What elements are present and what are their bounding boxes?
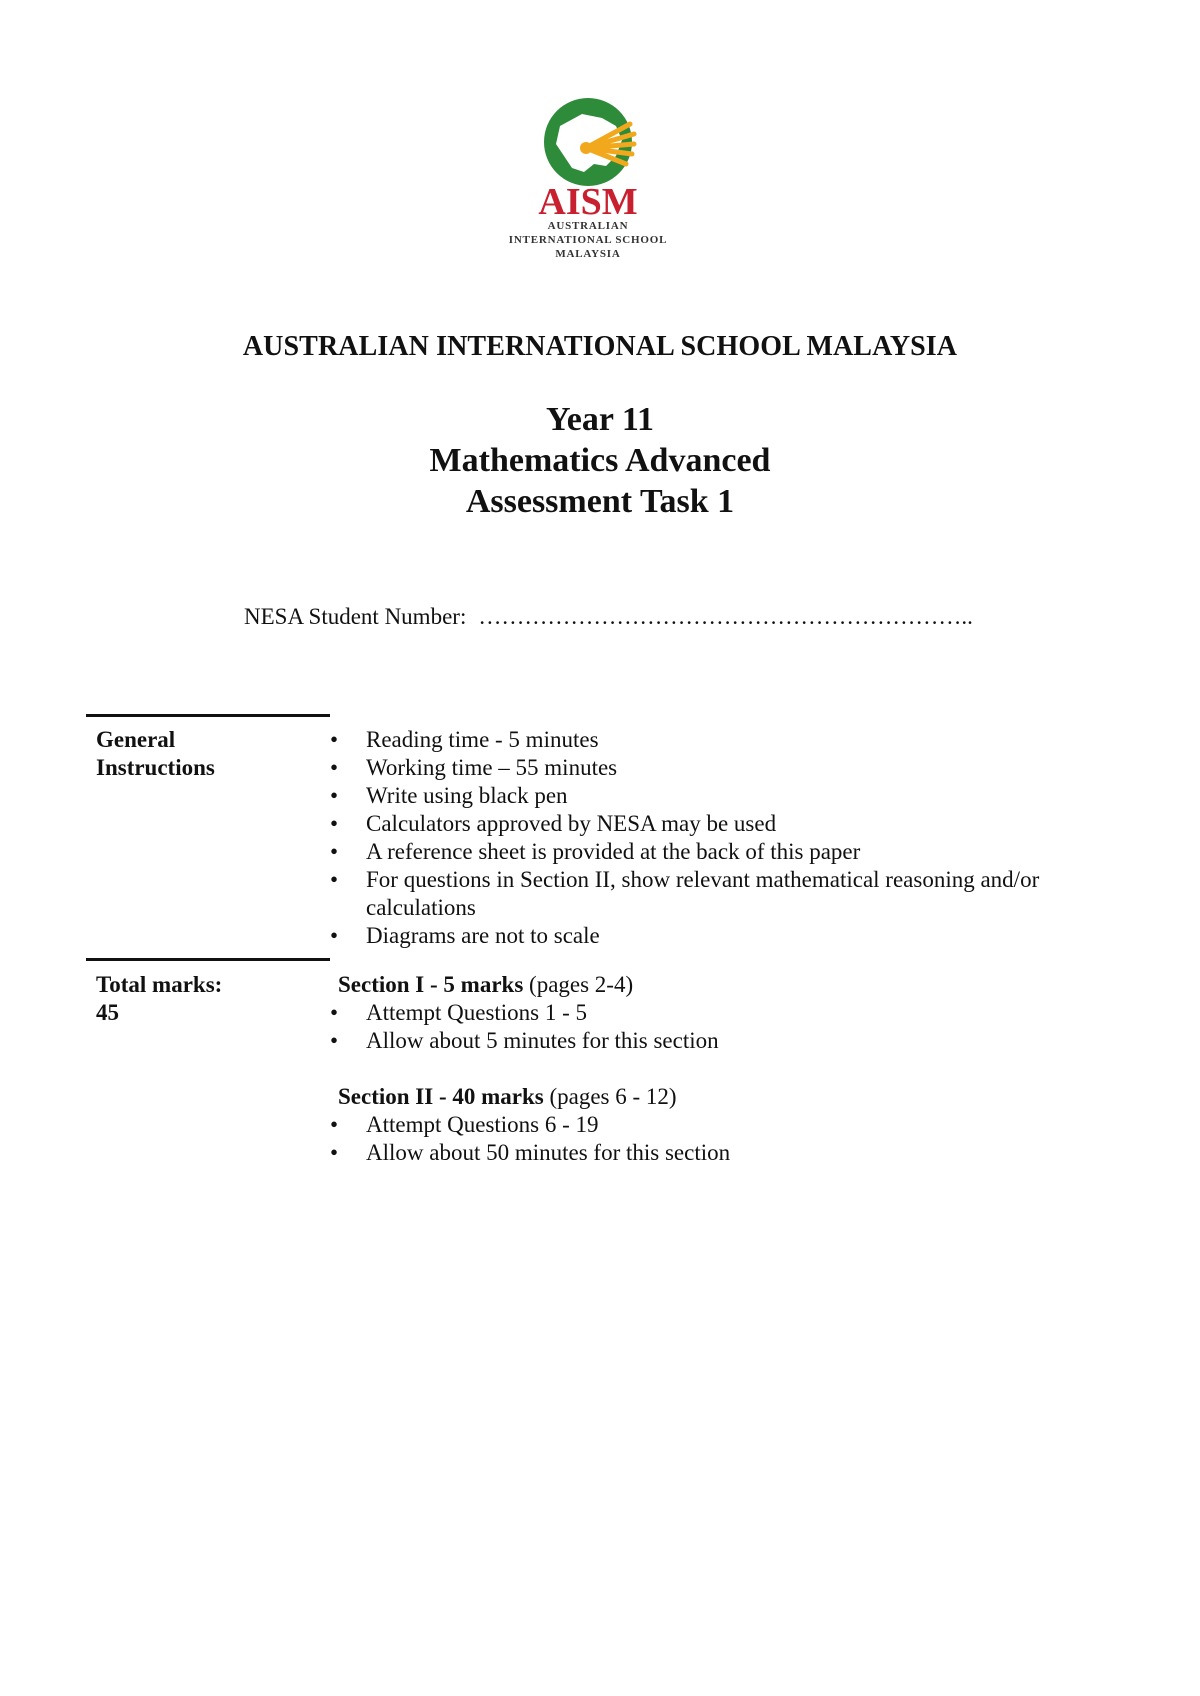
list-item: • Allow about 50 minutes for this section bbox=[330, 1139, 1120, 1167]
exam-title-block bbox=[0, 399, 1200, 522]
general-label-line-2: Instructions bbox=[96, 755, 215, 780]
list-item: • Calculators approved by NESA may be used bbox=[330, 810, 1120, 838]
total-marks-value: 45 bbox=[96, 1000, 119, 1025]
section-1-heading bbox=[338, 971, 633, 999]
list-item: • A reference sheet is provided at the back of this paper bbox=[330, 838, 1120, 866]
section-2-pages: (pages 6 - 12) bbox=[549, 1084, 677, 1109]
school-logo bbox=[498, 96, 698, 276]
divider-general-instructions bbox=[86, 714, 330, 717]
list-item: • For questions in Section II, show relevant mathematical reasoning and/or calculations bbox=[330, 866, 1120, 922]
total-marks-text: Total marks: bbox=[96, 972, 223, 997]
list-item: • Attempt Questions 6 - 19 bbox=[330, 1111, 1120, 1139]
school-name: AUSTRALIAN INTERNATIONAL SCHOOL MALAYSIA bbox=[242, 331, 958, 362]
list-item: • Diagrams are not to scale bbox=[330, 922, 1120, 950]
general-instructions-list bbox=[330, 726, 1120, 950]
subject-title: Mathematics Advanced bbox=[429, 442, 771, 479]
student-number-field[interactable]: ……………………………………………………….. bbox=[478, 604, 973, 629]
task-title: Assessment Task 1 bbox=[465, 483, 735, 520]
student-number-line bbox=[244, 604, 973, 630]
list-item: • Attempt Questions 1 - 5 bbox=[330, 999, 1120, 1027]
section-2-title: Section II - 40 marks bbox=[338, 1084, 544, 1109]
logo-line-1: AUSTRALIAN bbox=[547, 220, 629, 232]
student-number-label: NESA Student Number: bbox=[244, 604, 467, 629]
list-item: • Working time – 55 minutes bbox=[330, 754, 1120, 782]
section-1-list bbox=[330, 999, 1120, 1055]
divider-total-marks bbox=[86, 958, 330, 961]
list-item: • Reading time - 5 minutes bbox=[330, 726, 1120, 754]
total-marks-label bbox=[96, 971, 222, 1027]
logo-line-2: INTERNATIONAL SCHOOL bbox=[508, 234, 668, 246]
general-label-line-1: General bbox=[96, 727, 176, 752]
list-item: • Allow about 5 minutes for this section bbox=[330, 1027, 1120, 1055]
logo-line-3: MALAYSIA bbox=[555, 248, 621, 260]
section-2-list bbox=[330, 1111, 1120, 1167]
section-2-heading bbox=[338, 1083, 677, 1111]
section-1-pages: (pages 2-4) bbox=[529, 972, 634, 997]
logo-abbr: AISM bbox=[538, 181, 638, 223]
year-title: Year 11 bbox=[546, 401, 654, 438]
list-item: • Write using black pen bbox=[330, 782, 1120, 810]
general-instructions-label bbox=[96, 726, 215, 782]
section-1-title: Section I - 5 marks bbox=[338, 972, 524, 997]
